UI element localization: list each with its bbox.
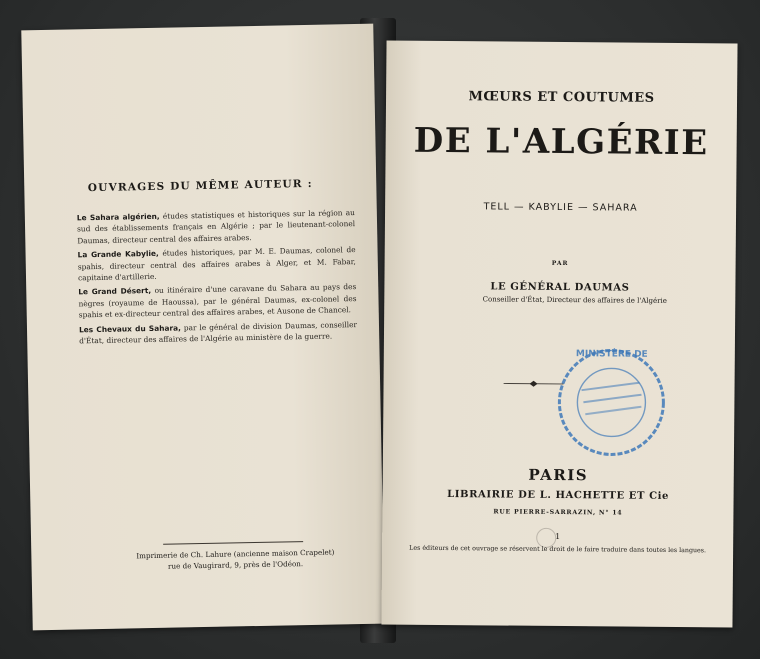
work-entry bbox=[78, 281, 357, 321]
title-page bbox=[381, 40, 737, 627]
work-title: Les Chevaux du Sahara, bbox=[78, 323, 181, 335]
work-title: Le Grand Désert, bbox=[78, 286, 152, 297]
author-role: Conseiller d'État, Directeur des affaires de l'Algérie bbox=[482, 295, 667, 305]
left-page bbox=[21, 24, 384, 631]
work-entry bbox=[77, 207, 356, 247]
stamp-text: MINISTÈRE DE bbox=[575, 349, 648, 360]
printer-address: rue de Vaugirard, 9, près de l'Odéon. bbox=[167, 559, 304, 572]
book-subtitle: MŒURS ET COUTUMES bbox=[468, 89, 655, 106]
printer-imprint bbox=[107, 546, 363, 574]
publisher-name: LIBRAIRIE DE L. HACHETTE ET Cie bbox=[447, 489, 670, 502]
library-stamp-icon bbox=[551, 342, 672, 463]
work-title: La Grande Kabylie, bbox=[77, 249, 159, 260]
author-name: LE GÉNÉRAL DAUMAS bbox=[490, 281, 630, 294]
rights-notice: Les éditeurs de cet ouvrage se réservent le droit de le faire traduire dans toutes les langues. bbox=[409, 544, 707, 555]
folio-number: 1 bbox=[555, 531, 561, 542]
work-description: études historiques, par M. E. Daumas, colonel de spahis, directeur central des affaires arabes à Alger, et M. Fabar, capitaine d'artillerie. bbox=[77, 245, 356, 283]
work-title: Le Sahara algérien, bbox=[76, 211, 160, 223]
by-label: PAR bbox=[551, 259, 569, 268]
publication-city: PARIS bbox=[528, 465, 589, 485]
works-list bbox=[77, 207, 358, 350]
work-entry bbox=[77, 244, 356, 284]
book-regions: TELL — KABYLIE — SAHARA bbox=[483, 201, 638, 214]
book-title: DE L'ALGÉRIE bbox=[413, 120, 709, 164]
work-description: par le général de division Daumas, conseiller d'État, directeur des affaires de l'Algérie au ministère de la guerre. bbox=[79, 319, 358, 346]
work-description: ou itinéraire d'une caravane du Sahara au pays des nègres (royaume de Haoussa), par le général Daumas, ex-colonel des spahis et ex-directeur central des affaires arabes, et Ausone de Chancel. bbox=[78, 282, 357, 320]
work-description: études statistiques et historiques sur la région au sud des établissements français en Algérie ; par le lieutenant-colonel Daumas, directeur central des affaires arabes. bbox=[77, 208, 356, 246]
printer-rule bbox=[163, 541, 303, 545]
printer-line: Imprimerie de Ch. Lahure (ancienne maison Crapelet) bbox=[136, 547, 335, 561]
publisher-address: RUE PIERRE-SARRAZIN, N° 14 bbox=[493, 508, 623, 517]
other-works-heading: OUVRAGES DU MÊME AUTEUR : bbox=[87, 177, 313, 195]
work-entry bbox=[79, 319, 357, 347]
